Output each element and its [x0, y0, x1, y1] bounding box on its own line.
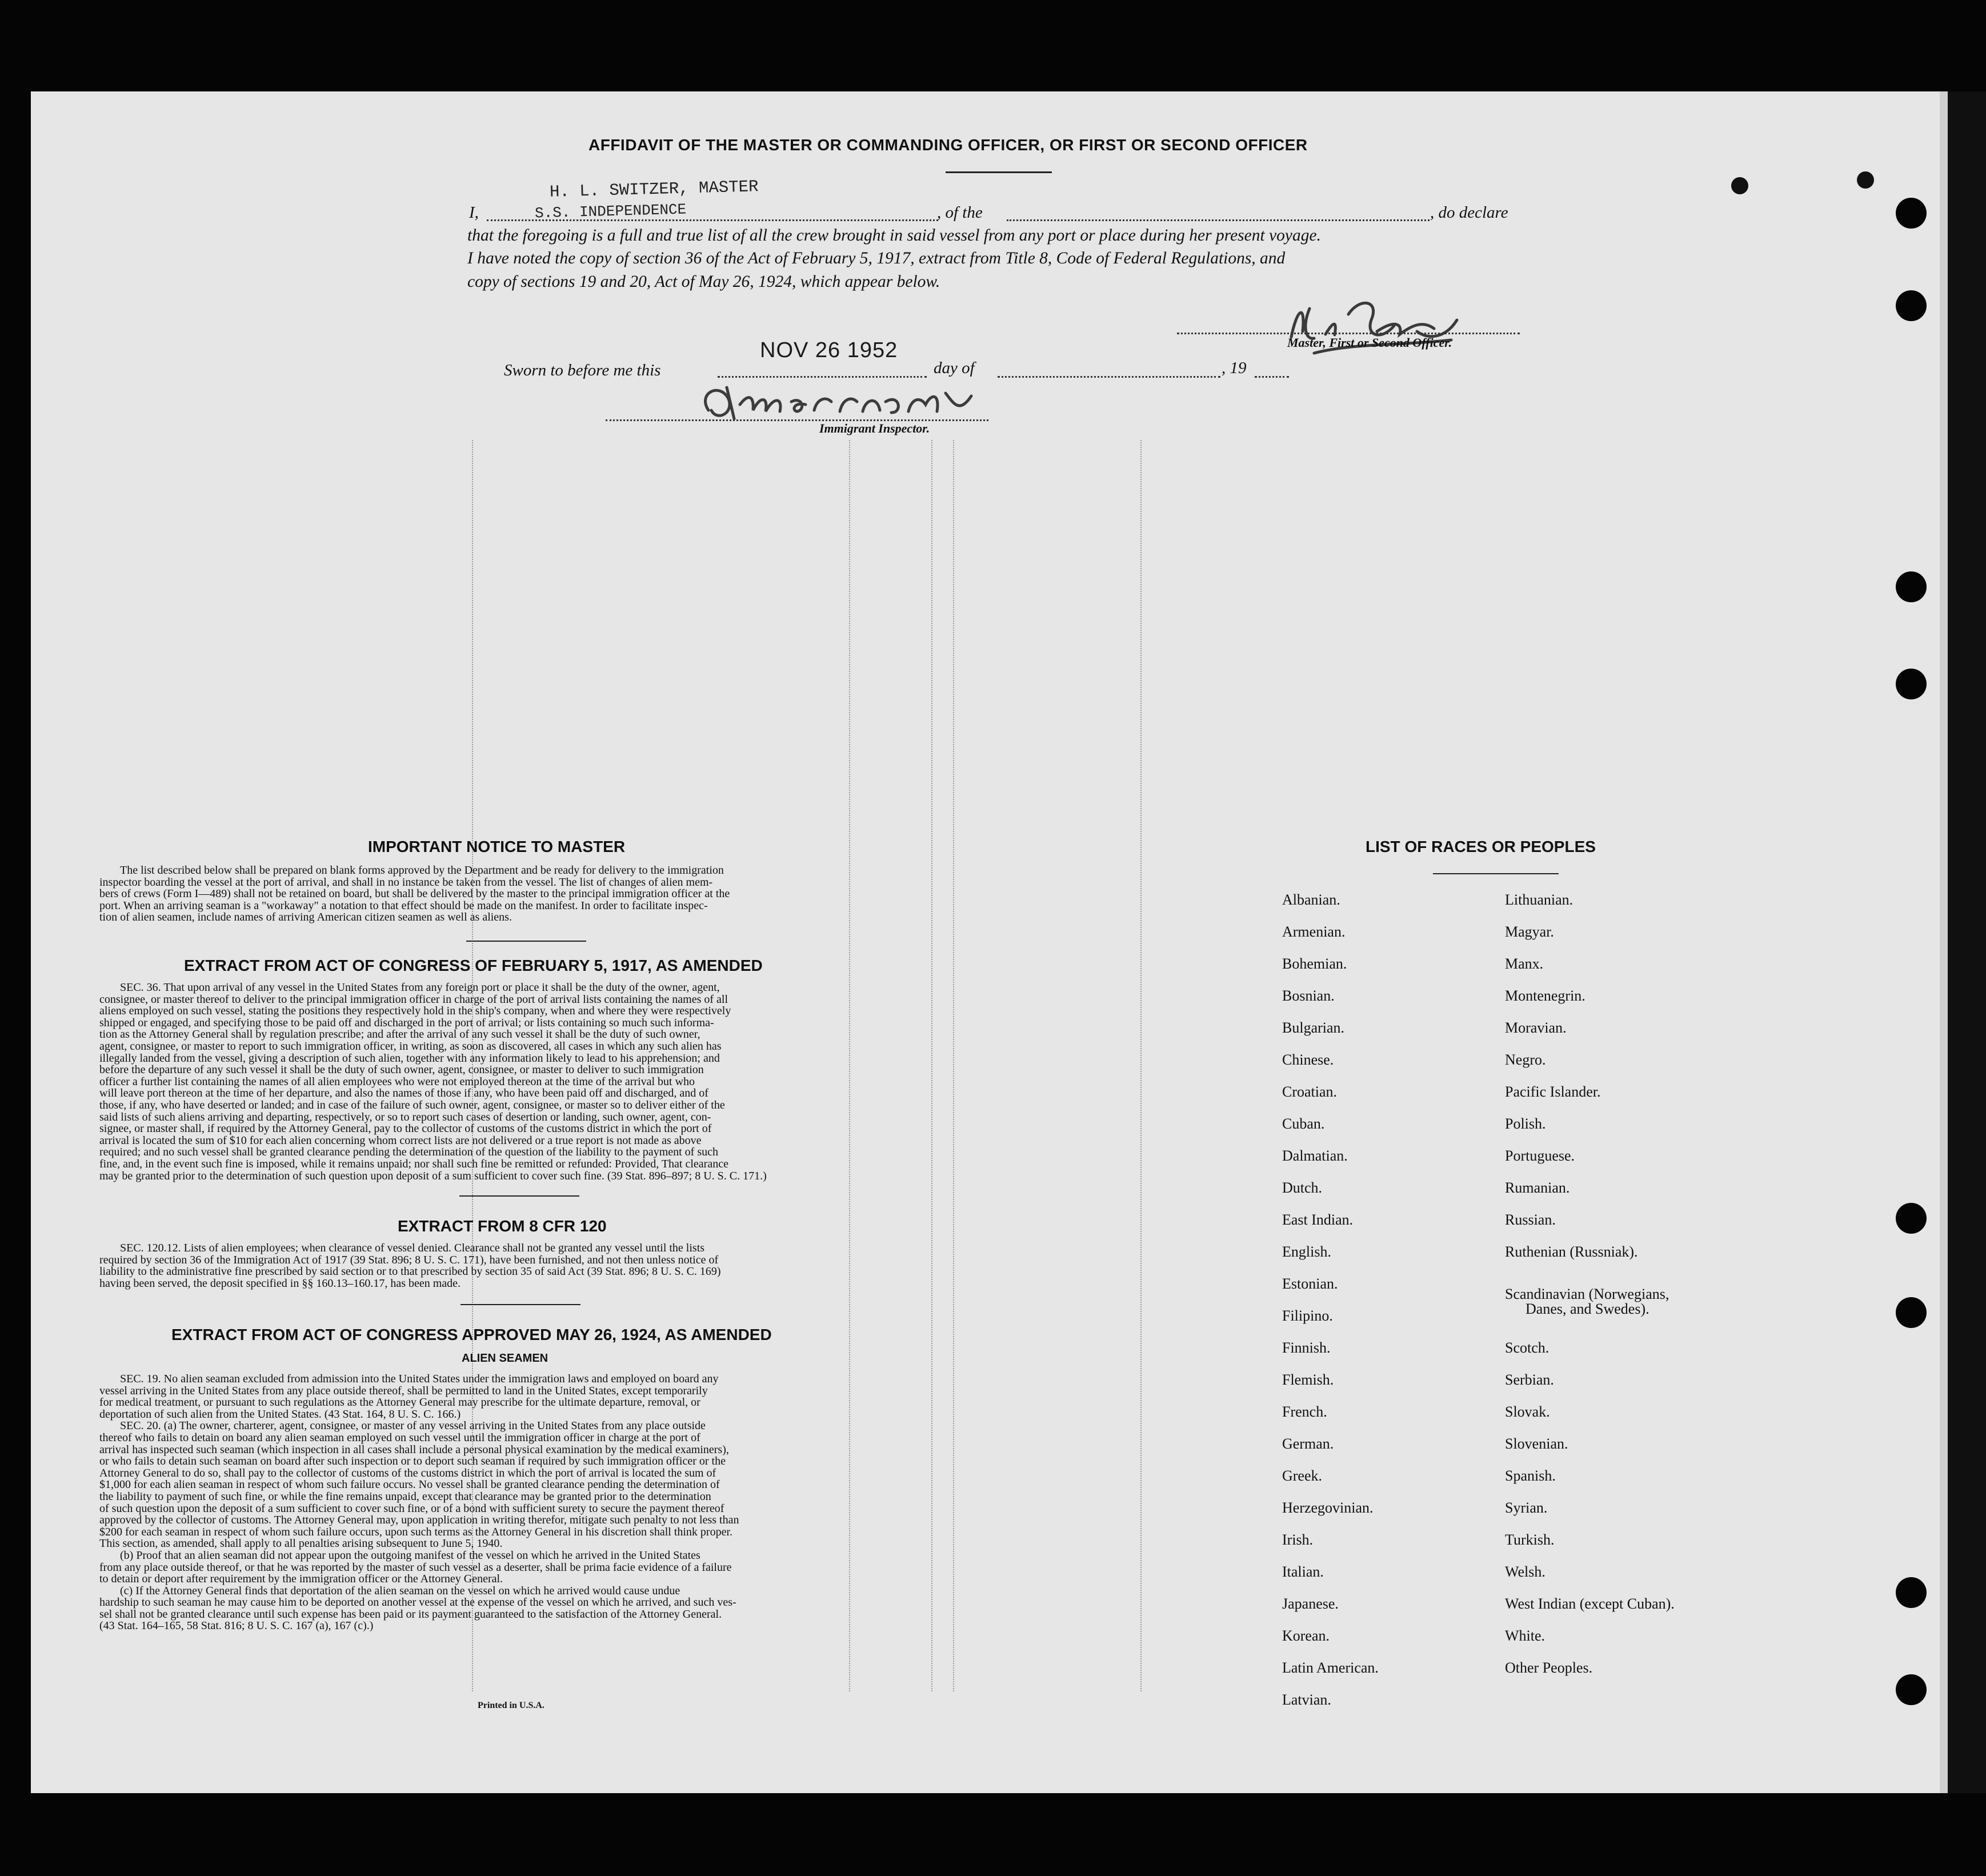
title-underline [946, 171, 1052, 173]
cfr-text [99, 1242, 939, 1289]
text-line: Attorney General to do so, shall pay to the collector of customs of the customs district in which the port of arrival is located the sum of [99, 1466, 716, 1479]
column-rule [1140, 440, 1142, 1691]
races-underline [1433, 873, 1559, 874]
punch-hole [1896, 198, 1927, 229]
date-stamp: NOV 26 1952 [760, 338, 898, 362]
races-title: LIST OF RACES OR PEOPLES [1366, 838, 1596, 855]
staple-mark [1857, 171, 1874, 189]
cfr-title: EXTRACT FROM 8 CFR 120 [398, 1217, 607, 1235]
punch-hole [1896, 1674, 1927, 1705]
race-item: Pacific Islander. [1505, 1083, 1601, 1100]
race-item: Scandinavian (Norwegians, [1505, 1286, 1669, 1302]
text-line: (c) If the Attorney General finds that deportation of the alien seaman on the vessel on which he arrived would cause undue [120, 1584, 680, 1597]
text-line: aliens employed on such vessel, stating the positions they respectively hold in the ship's company, when and where they were respectively [99, 1005, 731, 1018]
punch-hole [1896, 1297, 1927, 1328]
race-item: Danes, and Swedes). [1525, 1301, 1649, 1317]
race-item: Polish. [1505, 1115, 1546, 1132]
text-line: consignee, or master thereof to deliver to the principal immigration officer in charge of the port of arrival lists containing the names of all [99, 993, 728, 1006]
race-item: Flemish. [1282, 1371, 1334, 1388]
race-item: Italian. [1282, 1563, 1324, 1580]
text-line: (b) Proof that an alien seaman did not appear upon the outgoing manifest of the vessel on which he arrived in the United States [120, 1549, 700, 1562]
text-line: deportation of such alien from the United States. (43 Stat. 164, 8 U. S. C. 166.) [99, 1407, 461, 1421]
text-line: fine, and, in the event such fine is imposed, while it remains unpaid; nor shall such fine be remitted or refunded: Provided, That clearance [99, 1157, 728, 1170]
race-item: Croatian. [1282, 1083, 1338, 1100]
text-line: $1,000 for each alien seaman in respect of whom such failure occurs. No vessel shall be granted clearance pending the determination of [99, 1478, 720, 1491]
text-line: sel shall not be granted clearance until such expense has been paid or its payment guaranteed to the satisfaction of the Attorney General. [99, 1607, 722, 1621]
scan-border [1948, 91, 1986, 1793]
sworn-year-line [1255, 376, 1289, 378]
text-line: or who fails to detain such seaman on board after such inspection or to deport such seaman if required by such immigration officer or the [99, 1455, 726, 1468]
race-item: Negro. [1505, 1051, 1546, 1068]
race-item: White. [1505, 1627, 1545, 1644]
race-item: Portuguese. [1505, 1147, 1575, 1164]
text-line: said lists of such aliens arriving and departing, respectively, or so to report such cases of desertion or landing, such owner, agent, con- [99, 1110, 711, 1123]
text-line: $200 for each seaman in respect of whom such failure occurs, upon such terms as the Attorney General in his discretion shall think proper. [99, 1525, 733, 1538]
race-item: Dutch. [1282, 1179, 1323, 1196]
text-line: signee, or master shall, if required by the Attorney General, pay to the collector of customs of the customs district in which the port of [99, 1122, 712, 1135]
race-item: Syrian. [1505, 1499, 1548, 1516]
extract-1917-text [99, 982, 939, 1182]
race-item: West Indian (except Cuban). [1505, 1595, 1675, 1612]
race-item: German. [1282, 1435, 1334, 1452]
text-line: The list described below shall be prepared on blank forms approved by the Department and be ready for delivery to the immigration [120, 864, 724, 877]
race-item: Estonian. [1282, 1275, 1338, 1292]
race-item: Latin American. [1282, 1659, 1379, 1676]
text-line: This section, as amended, shall apply to all penalties arising subsequent to June 5, 1940. [99, 1537, 503, 1550]
race-item: Finnish. [1282, 1339, 1331, 1356]
text-line: required; and no such vessel shall be granted clearance pending the determination of the question of the liability to the payment of such [99, 1146, 718, 1159]
punch-hole [1896, 571, 1927, 602]
master-label: Master, First or Second Officer. [1287, 335, 1452, 350]
text-line: officer a further list containing the names of all alien employees who were not employed thereon at the time of the arrival but who [99, 1075, 695, 1088]
punch-hole [1896, 1577, 1927, 1608]
text-line: (43 Stat. 164–165, 58 Stat. 816; 8 U. S. C. 167 (a), 167 (c).) [99, 1619, 374, 1633]
master-signature [1280, 286, 1468, 366]
race-item: Bulgarian. [1282, 1019, 1345, 1036]
race-item: Armenian. [1282, 923, 1346, 940]
race-item: Albanian. [1282, 891, 1340, 908]
text-line: of such question upon the deposit of a sum sufficient to cover such fine, or of a bond with sufficient surety to secure the payment thereof [99, 1502, 724, 1515]
race-item: Chinese. [1282, 1051, 1334, 1068]
race-item: Other Peoples. [1505, 1659, 1593, 1676]
text-line: agent, consignee, or master to report to such immigration officer, in writing, as soon as discovered, all cases in which any such alien has [99, 1039, 722, 1053]
text-line: the liability to payment of such fine, or while the fine remains unpaid, except that clearance may be granted prior to the determination [99, 1490, 711, 1503]
race-item: Bohemian. [1282, 955, 1347, 972]
sworn-label: Sworn to before me this [504, 361, 661, 379]
extract-1924-title: EXTRACT FROM ACT OF CONGRESS APPROVED MAY 26, 1924, AS AMENDED [171, 1326, 772, 1343]
text-line: SEC. 20. (a) The owner, charterer, agent, consignee, or master of any vessel arriving in the United States from any place outside [120, 1419, 706, 1433]
inspector-signature-line [606, 419, 988, 421]
race-item: Dalmatian. [1282, 1147, 1348, 1164]
text-line: inspector boarding the vessel at the port of arrival, and shall in no instance be taken from the vessel. The list of changes of alien mem- [99, 875, 713, 889]
text-line: having been served, the deposit specified in §§ 160.13–160.17, has been made. [99, 1277, 461, 1290]
day-of-label: day of [934, 359, 975, 377]
section-divider [459, 1195, 579, 1197]
text-line: for medical treatment, or pursuant to such regulations as the Attorney General may prescribe for the ultimate departure, removal, or [99, 1396, 700, 1409]
race-item: Latvian. [1282, 1691, 1331, 1708]
text-line: hardship to such seaman he may cause him to be deported on another vessel at the expense of the vessel on which he arrived, and such ves- [99, 1596, 736, 1609]
race-item: Greek. [1282, 1467, 1323, 1484]
vessel-stamp: S.S. INDEPENDENCE [534, 201, 687, 222]
race-item: Welsh. [1505, 1563, 1545, 1580]
notice-text [99, 865, 939, 923]
race-item: Ruthenian (Russniak). [1505, 1243, 1638, 1260]
race-item: East Indian. [1282, 1211, 1354, 1228]
punch-hole [1896, 290, 1927, 321]
alien-seamen-subtitle: ALIEN SEAMEN [462, 1352, 548, 1365]
of-the-label: , of the [937, 203, 983, 222]
text-line: to detain or deport after requirement by the immigration officer or the Attorney General. [99, 1573, 503, 1586]
race-item: Cuban. [1282, 1115, 1325, 1132]
declarant-dotted-line [487, 219, 938, 221]
text-line: illegally landed from the vessel, giving a description of such alien, together with any information likely to lead to his apprehension; and [99, 1051, 720, 1065]
text-line: liability to the administrative fine prescribed by said section or to that prescribed by section 35 of said Act (39 Stat. 896; 8 U. S. C. 169) [99, 1265, 721, 1278]
text-line: shipped or engaged, and specifying those to be paid off and discharged in the port of arrival; or lists containing so much such informa- [99, 1016, 714, 1029]
text-line: approved by the collector of customs. The Attorney General may, upon application in writing therefor, mitigate such penalty to not less than [99, 1514, 739, 1527]
declarant-stamp: H. L. SWITZER, MASTER [549, 177, 759, 202]
text-line: bers of crews (Form I—489) shall not be retained on board, but shall be delivered by the master to the principal immigration officer at the [99, 887, 730, 901]
column-rule [953, 440, 954, 1691]
race-item: Spanish. [1505, 1467, 1556, 1484]
race-item: Rumanian. [1505, 1179, 1570, 1196]
inspector-label: Immigrant Inspector. [819, 421, 930, 435]
staple-mark [1731, 177, 1748, 194]
text-line: those, if any, who have deserted or landed; and in case of the failure of such owner, agent, consignee, or master so to deliver either of the [99, 1098, 725, 1111]
i-label: I, [469, 203, 479, 222]
race-item: Serbian. [1505, 1371, 1554, 1388]
race-item: Japanese. [1282, 1595, 1339, 1612]
vessel-dotted-line [1007, 219, 1430, 221]
sheet-edge [1940, 91, 1948, 1793]
race-item: Moravian. [1505, 1019, 1567, 1036]
text-line: from any place outside thereof, or that he was reported by the master of such vessel as a deserter, shall be prima facie evidence of a failure [99, 1561, 732, 1574]
text-line: before the departure of any such vessel it shall be the duty of such owner, agent, consignee, or master to deliver to such immigration [99, 1063, 704, 1077]
race-item: Bosnian. [1282, 987, 1335, 1004]
race-item: Korean. [1282, 1627, 1330, 1644]
text-line: tion of alien seamen, include names of arriving American citizen seamen as well as aliens. [99, 911, 512, 924]
statement-line-3: copy of sections 19 and 20, Act of May 26, 1924, which appear below. [467, 273, 940, 291]
race-item: English. [1282, 1243, 1331, 1260]
section-divider [461, 1304, 580, 1305]
text-line: SEC. 19. No alien seaman excluded from admission into the United States under the immigration laws and employed on board any [120, 1373, 719, 1385]
text-line: arrival is located the sum of $10 for each alien concerning whom correct lists are not delivered or a true report is not made as above [99, 1134, 702, 1147]
text-line: SEC. 36. That upon arrival of any vessel in the United States from any foreign port or place it shall be the duty of the owner, agent, [120, 981, 720, 994]
race-item: Scotch. [1505, 1339, 1549, 1356]
race-item: Irish. [1282, 1531, 1314, 1548]
race-item: Montenegrin. [1505, 987, 1585, 1004]
statement-line-1: that the foregoing is a full and true list of all the crew brought in said vessel from any port or place during her present voyage. [467, 226, 1321, 245]
master-signature-line [1177, 333, 1520, 334]
text-line: vessel arriving in the United States from any place outside thereof, shall be permitted to land in the United States, except temporarily [99, 1384, 708, 1397]
race-item: Turkish. [1505, 1531, 1555, 1548]
declare-label: , do declare [1430, 203, 1508, 222]
notice-title: IMPORTANT NOTICE TO MASTER [368, 838, 626, 855]
text-line: SEC. 120.12. Lists of alien employees; when clearance of vessel denied. Clearance shall not be granted any vessel until the lists [120, 1242, 705, 1254]
extract-1917-title: EXTRACT FROM ACT OF CONGRESS OF FEBRUARY 5, 1917, AS AMENDED [184, 957, 763, 974]
race-item: Lithuanian. [1505, 891, 1573, 908]
affidavit-title: AFFIDAVIT OF THE MASTER OR COMMANDING OFFICER, OR FIRST OR SECOND OFFICER [588, 136, 1308, 154]
sworn-month-line [998, 376, 1220, 378]
text-line: thereof who fails to detain on board any alien seaman employed on such vessel until the immigration officer in charge at the port of [99, 1431, 700, 1444]
punch-hole [1896, 669, 1927, 699]
section-divider [466, 941, 586, 942]
text-line: may be granted prior to the determination of such question upon deposit of a sum sufficient to cover such fine. (39 Stat. 896–897; 8 U. S. C. 171.) [99, 1169, 767, 1182]
text-line: port. When an arriving seaman is a "workaway" a notation to that effect should be made on the manifest. In order to facilitate inspec- [99, 899, 708, 912]
race-item: Manx. [1505, 955, 1544, 972]
text-line: arrival has inspected such seaman (which inspection in all cases shall include a personal physical examination by the medical examiners), [99, 1443, 729, 1456]
race-item: Filipino. [1282, 1307, 1333, 1324]
race-item: Slovak. [1505, 1403, 1550, 1420]
race-item: French. [1282, 1403, 1327, 1420]
extract-1924-text [99, 1373, 939, 1632]
race-item: Slovenian. [1505, 1435, 1568, 1452]
punch-hole [1896, 1203, 1927, 1234]
text-line: will leave port thereon at the time of her departure, and also the names of those if any, who have been paid off and discharged, and of [99, 1087, 708, 1100]
printed-in-usa: Printed in U.S.A. [478, 1701, 544, 1710]
text-line: required by section 36 of the Immigration Act of 1917 (39 Stat. 896; 8 U. S. C. 171), have been furnished, and not then unless notice of [99, 1253, 719, 1266]
year-label: , 19 [1222, 359, 1247, 377]
race-item: Magyar. [1505, 923, 1554, 940]
statement-line-2: I have noted the copy of section 36 of the Act of February 5, 1917, extract from Title 8, Code of Federal Regulations, and [467, 249, 1286, 267]
text-line: tion as the Attorney General shall by regulation prescribe; and after the arrival of any such vessel it shall be the duty of such owner, [99, 1028, 700, 1041]
race-item: Russian. [1505, 1211, 1556, 1228]
race-item: Herzegovinian. [1282, 1499, 1374, 1516]
